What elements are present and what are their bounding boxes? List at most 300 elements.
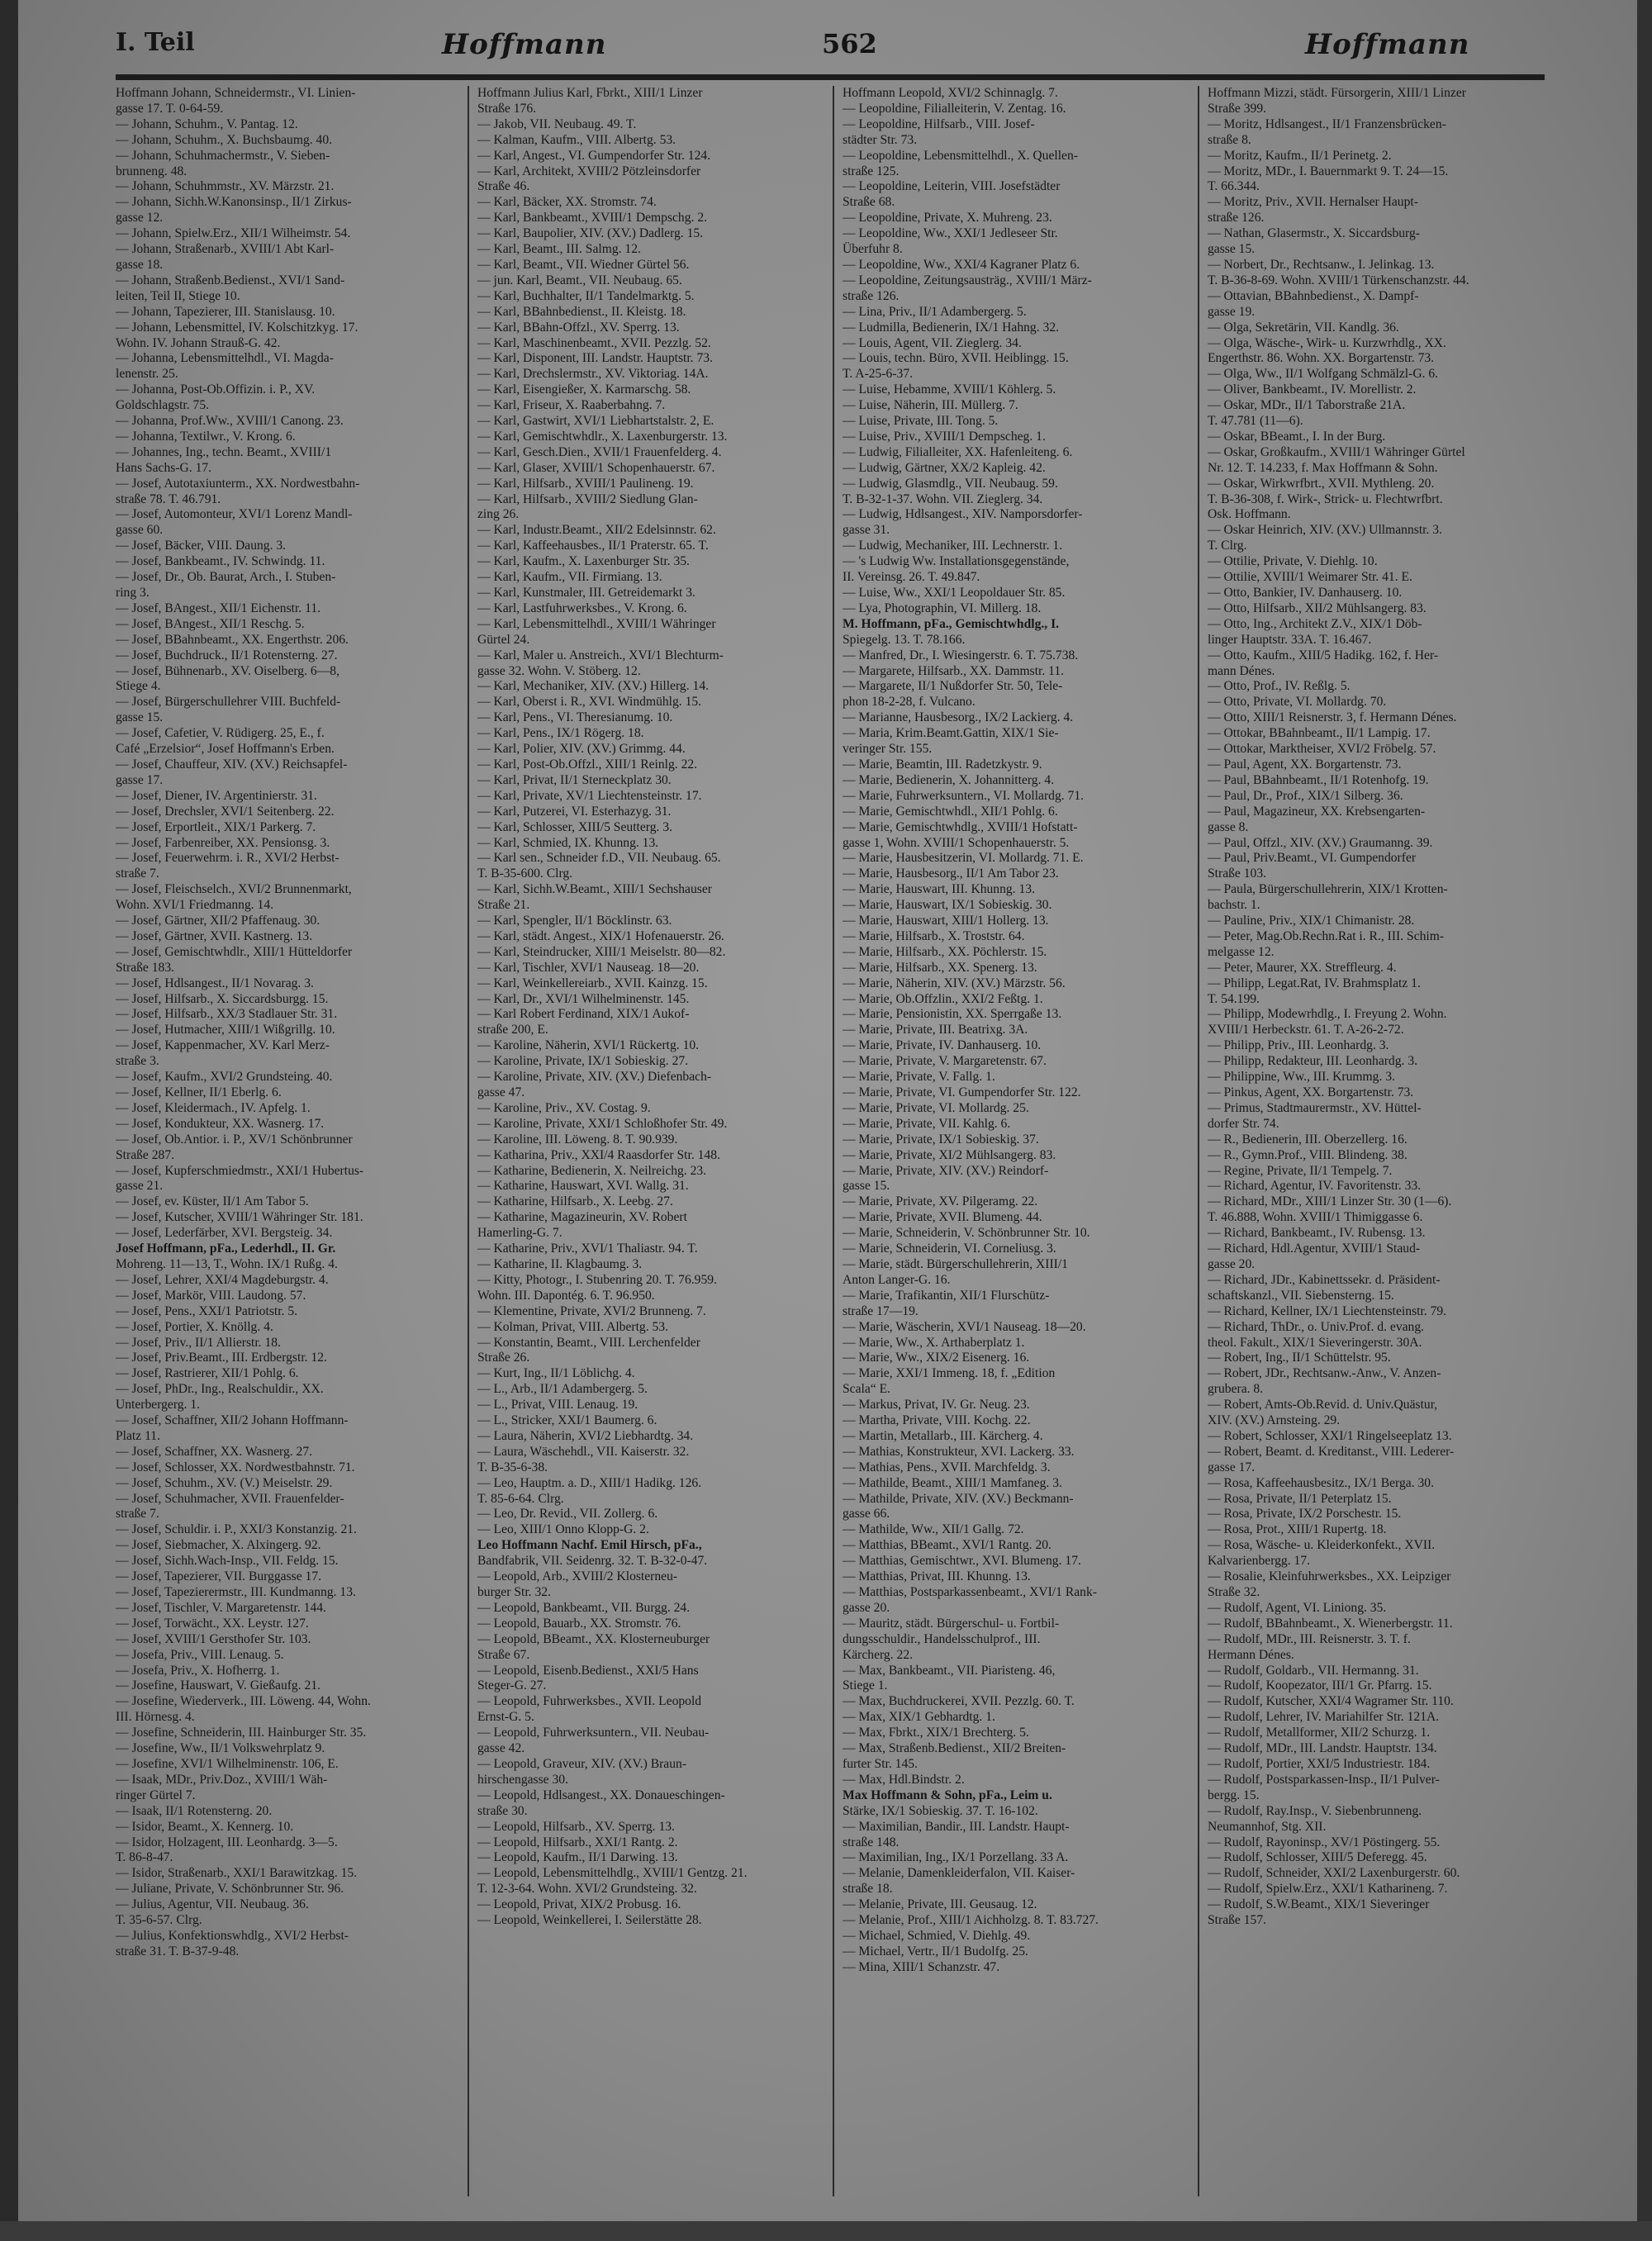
directory-entry-line: — Marie, Trafikantin, XII/1 Flurschütz- <box>843 1288 1050 1303</box>
directory-entry-line: — Johann, Spielw.Erz., XII/1 Wilheimstr. 54. <box>116 226 351 241</box>
directory-entry-line: — Marie, Hausbesorg., II/1 Am Tabor 23. <box>843 866 1059 881</box>
directory-entry-line: — Johannes, Ing., techn. Beamt., XVIII/1 <box>116 444 332 459</box>
directory-entry-line: — Rudolf, Spielw.Erz., XXI/1 Katharineng. 7. <box>1208 1882 1448 1897</box>
directory-entry-line: gasse 17. T. 0-64-59. <box>116 101 224 116</box>
directory-entry-line: — Mathias, Pens., XVII. Marchfeldg. 3. <box>843 1460 1051 1474</box>
directory-entry-line: — Josef, Torwächt., XX. Leystr. 127. <box>116 1616 309 1631</box>
directory-entry-line: — Johann, Schuhm., X. Buchsbaumg. 40. <box>116 132 333 147</box>
directory-entry-line: burger Str. 32. <box>477 1585 551 1599</box>
directory-entry-line: — Karl, Bankbeamt., XVIII/1 Dempschg. 2. <box>477 211 708 226</box>
directory-entry-line: — Louis, techn. Büro, XVII. Heiblingg. 15. <box>843 351 1069 366</box>
directory-entry-line: — Peter, Mag.Ob.Rechn.Rat i. R., III. Schim- <box>1208 928 1445 943</box>
directory-entry-line: — Richard, ThDr., o. Univ.Prof. d. evang. <box>1208 1319 1425 1334</box>
directory-entry-line: — Marie, Hilfsarb., XX. Spenerg. 13. <box>843 960 1037 975</box>
directory-entry-line: T. B-35-600. Clrg. <box>477 866 573 881</box>
directory-entry-line: III. Hörnesg. 4. <box>116 1710 195 1725</box>
directory-entry-line: gasse 15. <box>843 1179 890 1194</box>
directory-entry-line: Anton Langer-G. 16. <box>843 1272 951 1287</box>
directory-entry-line: — Josef, Bühnenarb., XV. Oiselberg. 6—8, <box>116 663 339 678</box>
directory-entry-line: — Leopoldine, Ww., XXI/1 Jedleseer Str. <box>843 226 1058 241</box>
directory-entry-line: T. 54.199. <box>1208 991 1260 1006</box>
directory-entry-line: — Rudolf, Kutscher, XXI/4 Wagramer Str. 110. <box>1208 1694 1454 1709</box>
directory-entry-line: — Josef, Lehrer, XXI/4 Magdeburgstr. 4. <box>116 1272 329 1287</box>
directory-entry-line: — Oskar, BBeamt., I. In der Burg. <box>1208 429 1386 444</box>
directory-entry-line: — Josef, Hilfsarb., X. Siccardsburgg. 15. <box>116 991 329 1006</box>
directory-entry-line: — Philippine, Ww., III. Krummg. 3. <box>1208 1070 1395 1085</box>
directory-entry-line: Straße 68. <box>843 195 895 210</box>
directory-entry-line: — Pauline, Priv., XIX/1 Chimanistr. 28. <box>1208 914 1415 928</box>
directory-entry-line: schaftskanzl., VII. Siebensterng. 15. <box>1208 1288 1394 1303</box>
directory-entry-line: — Moritz, Priv., XVII. Hernalser Haupt- <box>1208 195 1418 210</box>
directory-entry-line: — Maria, Krim.Beamt.Gattin, XIX/1 Sie- <box>843 726 1059 741</box>
directory-entry-line: — Karl, Glaser, XVIII/1 Schopenhauerstr. 67. <box>477 460 715 475</box>
directory-entry-line: dungsschuldir., Handelsschulprof., III. <box>843 1631 1041 1646</box>
directory-entry-line: — Louis, Agent, VII. Zieglerg. 34. <box>843 335 1022 350</box>
directory-entry-line: — Luise, Ww., XXI/1 Leopoldauer Str. 85. <box>843 586 1066 600</box>
directory-entry-line: T. 35-6-57. Clrg. <box>116 1913 202 1928</box>
directory-entry-line: gasse 20. <box>1208 1256 1256 1271</box>
directory-entry-line: — Luise, Hebamme, XVIII/1 Köhlerg. 5. <box>843 382 1056 397</box>
directory-entry-line: — Johanna, Lebensmittelhdl., VI. Magda- <box>116 351 334 366</box>
directory-entry-line: Straße 157. <box>1208 1913 1267 1928</box>
directory-entry-line: — Max, XIX/1 Gebhardtg. 1. <box>843 1710 995 1725</box>
directory-entry-line: — Jakob, VII. Neubaug. 49. T. <box>477 116 637 131</box>
directory-entry-line: gasse 42. <box>477 1741 525 1756</box>
directory-entry-line: straße 200, E. <box>477 1023 548 1037</box>
directory-entry-line: — Marie, Beamtin, III. Radetzkystr. 9. <box>843 757 1042 772</box>
directory-entry-line: — Kurt, Ing., II/1 Löblichg. 4. <box>477 1366 635 1381</box>
directory-entry-line: T. 85-6-64. Clrg. <box>477 1491 564 1506</box>
directory-entry-line: — Rosa, Kaffeehausbesitz., IX/1 Berga. 30. <box>1208 1475 1434 1490</box>
directory-entry-line: — Margarete, II/1 Nußdorfer Str. 50, Tele- <box>843 679 1063 694</box>
directory-entry-line: — Rudolf, MDr., III. Landstr. Hauptstr. 134. <box>1208 1741 1437 1756</box>
directory-entry-line: gasse 20. <box>843 1600 890 1615</box>
directory-entry-line: — Juliane, Private, V. Schönbrunner Str. 96. <box>116 1882 344 1897</box>
directory-entry-line: gasse 66. <box>843 1507 890 1522</box>
directory-entry-line: Straße 26. <box>477 1351 530 1365</box>
directory-entry-line: — Marie, Private, XI/2 Mühlsangerg. 83. <box>843 1147 1056 1162</box>
directory-entry-line: — Leopold, Weinkellerei, I. Seilerstätte 28. <box>477 1913 702 1928</box>
directory-entry-line: — Martha, Private, VIII. Kochg. 22. <box>843 1413 1031 1428</box>
directory-entry-line: — Karoline, Priv., XV. Costag. 9. <box>477 1100 651 1115</box>
directory-entry-line: — Luise, Private, III. Tong. 5. <box>843 414 999 429</box>
directory-entry-line: — Manfred, Dr., I. Wiesingerstr. 6. T. 75.738. <box>843 648 1079 662</box>
directory-entry-line: Leo Hoffmann Nachf. Emil Hirsch, pFa., <box>477 1538 702 1553</box>
directory-entry-line: — Josef, Siebmacher, X. Alxingerg. 92. <box>116 1538 321 1553</box>
directory-entry-line: — Max, Straßenb.Bedienst., XII/2 Breiten- <box>843 1741 1066 1756</box>
directory-entry-line: Stärke, IX/1 Sobieskig. 37. T. 16-102. <box>843 1803 1038 1818</box>
directory-entry-line: — Karl, Maler u. Anstreich., XVI/1 Blechturm- <box>477 648 724 662</box>
directory-entry-line: — L., Stricker, XXI/1 Baumerg. 6. <box>477 1413 657 1428</box>
directory-entry-line: Neumannhof, Stg. XII. <box>1208 1819 1327 1834</box>
directory-entry-line: Bandfabrik, VII. Seidenrg. 32. T. B-32-0-47. <box>477 1554 708 1569</box>
directory-entry-line: — Paul, BBahnbeamt., II/1 Rotenhofg. 19. <box>1208 772 1429 787</box>
directory-entry-line: Straße 103. <box>1208 866 1267 881</box>
directory-entry-line: — Karl, Buchhalter, II/1 Tandelmarktg. 5. <box>477 288 695 303</box>
directory-entry-line: XIV. (XV.) Arnsteing. 29. <box>1208 1413 1341 1428</box>
directory-entry-line: — Klementine, Private, XVI/2 Brunneng. 7. <box>477 1303 706 1318</box>
directory-entry-line: Wohn. IV. Johann Strauß-G. 42. <box>116 335 281 350</box>
directory-entry-line: gasse 60. <box>116 523 164 538</box>
column-divider <box>468 86 469 2196</box>
directory-entry-line: M. Hoffmann, pFa., Gemischtwhdlg., I. <box>843 616 1060 631</box>
directory-entry-line: — Karl, Oberst i. R., XVI. Windmühlg. 15. <box>477 695 702 710</box>
directory-entry-line: — Karl, Polier, XIV. (XV.) Grimmg. 44. <box>477 742 686 757</box>
directory-entry-line: — Marie, Wäscherin, XVI/1 Nauseag. 18—20. <box>843 1319 1086 1334</box>
directory-entry-line: — Marie, Hilfsarb., XX. Pöchlerstr. 15. <box>843 944 1047 959</box>
directory-entry-line: straße 31. T. B-37-9-48. <box>116 1944 240 1959</box>
directory-entry-line: — Josef, Priv.Beamt., III. Erdbergstr. 12. <box>116 1351 327 1365</box>
directory-entry-line: — Karl, Kunstmaler, III. Getreidemarkt 3. <box>477 586 695 600</box>
directory-entry-line: — Kolman, Privat, VIII. Albertg. 53. <box>477 1319 668 1334</box>
directory-entry-line: — Ottokar, BBahnbeamt., II/1 Lampig. 17. <box>1208 726 1431 741</box>
directory-entry-line: — Pinkus, Agent, XX. Borgartenstr. 73. <box>1208 1085 1414 1099</box>
directory-entry-line: — Johann, Tapezierer, III. Stanislausg. 10. <box>116 304 335 319</box>
directory-entry-line: T. B-36-8-69. Wohn. XVIII/1 Türkenschanzstr. 44. <box>1208 273 1469 287</box>
directory-entry-line: — Kitty, Photogr., I. Stubenring 20. T. 76.959. <box>477 1272 717 1287</box>
directory-entry-line: — Marie, Hauswart, IX/1 Sobieskig. 30. <box>843 898 1052 913</box>
directory-entry-line: — Leopold, Hilfsarb., XV. Sperrg. 13. <box>477 1819 675 1834</box>
directory-entry-line: T. B-36-308, f. Wirk-, Strick- u. Flechtwrfbrt. <box>1208 491 1443 506</box>
directory-entry-line: — Marie, Ob.Offzlin., XXI/2 Feßtg. 1. <box>843 991 1043 1006</box>
directory-entry-line: — Leopold, Privat, XIX/2 Probusg. 16. <box>477 1897 681 1912</box>
directory-entry-line: — Marie, Bedienerin, X. Johannitterg. 4. <box>843 772 1055 787</box>
directory-entry-line: — Luise, Näherin, III. Müllerg. 7. <box>843 398 1018 413</box>
directory-entry-line: — Josef, Kondukteur, XX. Wasnerg. 17. <box>116 1116 325 1131</box>
directory-entry-line: — Josef, Bäcker, VIII. Daung. 3. <box>116 539 287 553</box>
directory-entry-line: — Ludwig, Hdlsangest., XIV. Namporsdorfer- <box>843 507 1083 522</box>
directory-entry-line: — Olga, Sekretärin, VII. Kandlg. 36. <box>1208 320 1399 335</box>
directory-entry-line: — Marie, Private, V. Margaretenstr. 67. <box>843 1054 1047 1069</box>
directory-entry-line: Hoffmann Mizzi, städt. Fürsorgerin, XIII/1 Linzer <box>1208 86 1466 100</box>
running-head-right: Hoffmann <box>1305 28 1470 61</box>
directory-entry-line: — Julius, Agentur, VII. Neubaug. 36. <box>116 1897 309 1912</box>
directory-entry-line: — Josef, Schuldir. i. P., XXI/3 Konstanzig. 21. <box>116 1522 357 1537</box>
directory-entry-line: — Rosa, Private, II/1 Peterplatz 15. <box>1208 1491 1392 1506</box>
directory-entry-line: — jun. Karl, Beamt., VII. Neubaug. 65. <box>477 273 682 287</box>
directory-entry-line: — Josef, Bankbeamt., IV. Schwindg. 11. <box>116 554 325 569</box>
directory-entry-line: — Josef, Dr., Ob. Baurat, Arch., I. Stuben- <box>116 570 336 585</box>
directory-entry-line: städter Str. 73. <box>843 132 918 147</box>
directory-entry-line: — Paul, Agent, XX. Borgartenstr. 73. <box>1208 757 1402 772</box>
directory-entry-line: — Josef, Drechsler, XVI/1 Seitenberg. 22. <box>116 804 335 819</box>
directory-entry-line: — Rosa, Private, IX/2 Porschestr. 15. <box>1208 1507 1402 1522</box>
directory-entry-line: — Laura, Näherin, XVI/2 Liebhardtg. 34. <box>477 1428 694 1443</box>
directory-entry-line: — Moritz, Hdlsangest., II/1 Franzensbrücken- <box>1208 116 1446 131</box>
directory-entry-line: Straße 183. <box>116 960 175 975</box>
directory-entry-line: — Mathilde, Ww., XII/1 Gallg. 72. <box>843 1522 1024 1537</box>
directory-entry-line: — Josefine, Ww., II/1 Volkswehrplatz 9. <box>116 1741 325 1756</box>
directory-entry-line: — Karl, Schlosser, XIII/5 Seutterg. 3. <box>477 819 672 834</box>
directory-entry-line: — Josefine, Schneiderin, III. Hainburger Str. 35. <box>116 1726 367 1740</box>
directory-entry-line: Straße 67. <box>477 1647 530 1662</box>
directory-entry-line: — Karl, Drechslermstr., XV. Viktoriag. 14A. <box>477 367 709 382</box>
directory-entry-line: — Rudolf, Rayoninsp., XV/1 Pöstingerg. 55. <box>1208 1835 1441 1849</box>
directory-entry-line: straße 126. <box>1208 211 1265 226</box>
directory-entry-line: straße 3. <box>116 1054 159 1069</box>
directory-entry-line: bergg. 15. <box>1208 1788 1260 1802</box>
directory-entry-line: — Isaak, MDr., Priv.Doz., XVIII/1 Wäh- <box>116 1772 328 1787</box>
directory-entry-line: Ernst-G. 5. <box>477 1710 534 1725</box>
directory-entry-line: — Karl, Beamt., III. Salmg. 12. <box>477 242 641 257</box>
directory-entry-line: — Otto, Prof., IV. Reßlg. 5. <box>1208 679 1351 694</box>
directory-entry-line: — Philipp, Legat.Rat, IV. Brahmsplatz 1. <box>1208 976 1421 990</box>
running-head-left: Hoffmann <box>442 28 607 61</box>
directory-entry-line: — Leopold, Bauarb., XX. Stromstr. 76. <box>477 1616 681 1631</box>
directory-entry-line: — Rudolf, Postsparkassen-Insp., II/1 Pulver- <box>1208 1772 1440 1787</box>
directory-entry-line: — Karl, städt. Angest., XIX/1 Hofenauerstr. 26. <box>477 928 724 943</box>
directory-entry-line: — Melanie, Prof., XIII/1 Aichholzg. 8. T. 83.727. <box>843 1913 1099 1928</box>
directory-entry-line: — Leopold, Eisenb.Bedienst., XXI/5 Hans <box>477 1663 699 1678</box>
directory-entry-line: — Laura, Wäschehdl., VII. Kaiserstr. 32. <box>477 1444 690 1459</box>
directory-entry-line: — Max, Fbrkt., XIX/1 Brechterg. 5. <box>843 1726 1029 1740</box>
directory-entry-line: — Otto, Bankier, IV. Danhauserg. 10. <box>1208 586 1403 600</box>
directory-entry-line: gasse 12. <box>116 211 164 226</box>
directory-entry-line: Max Hoffmann & Sohn, pFa., Leim u. <box>843 1788 1052 1802</box>
directory-entry-line: — Leopold, Hdlsangest., XX. Donaueschingen- <box>477 1788 725 1802</box>
directory-entry-line: — Philipp, Priv., III. Leonhardg. 3. <box>1208 1038 1389 1053</box>
directory-entry-line: — Josef, Schuhmacher, XVII. Frauenfelder- <box>116 1491 344 1506</box>
directory-entry-line: — Otto, Kaufm., XIII/5 Hadikg. 162, f. Her- <box>1208 648 1439 662</box>
directory-entry-line: Nr. 12. T. 14.233, f. Max Hoffmann & Sohn. <box>1208 460 1438 475</box>
directory-entry-line: — Josefine, XVI/1 Wilhelminenstr. 106, E. <box>116 1756 339 1771</box>
directory-entry-line: linger Hauptstr. 33A. T. 16.467. <box>1208 632 1372 647</box>
directory-entry-line: — Josef, Tapezierermstr., III. Kundmanng. 13. <box>116 1585 356 1599</box>
directory-entry-line: — Marie, Ww., X. Arthaberplatz 1. <box>843 1335 1025 1350</box>
directory-entry-line: — Regine, Private, II/1 Tempelg. 7. <box>1208 1163 1393 1178</box>
directory-entry-line: — Rudolf, Lehrer, IV. Mariahilfer Str. 121A. <box>1208 1710 1440 1725</box>
directory-entry-line: — Marie, Gemischtwhdlg., XVIII/1 Hofstatt- <box>843 819 1078 834</box>
directory-entry-line: — Rosa, Wäsche- u. Kleiderkonfekt., XVII. <box>1208 1538 1436 1553</box>
directory-entry-line: — Karl, Weinkellereiarb., XVII. Kainzg. 15. <box>477 976 708 990</box>
directory-entry-line: — Johanna, Prof.Ww., XVIII/1 Canong. 23. <box>116 414 344 429</box>
directory-entry-line: — Josef, Diener, IV. Argentinierstr. 31. <box>116 788 317 803</box>
directory-entry-line: — Josef, Gärtner, XII/2 Pfaffenaug. 30. <box>116 914 320 928</box>
directory-entry-line: — Olga, Wäsche-, Wirk- u. Kurzwrhdlg., XX. <box>1208 335 1446 350</box>
directory-entry-line: — Josef, Kleidermach., IV. Apfelg. 1. <box>116 1100 311 1115</box>
directory-entry-line: II. Vereinsg. 26. T. 49.847. <box>843 570 980 585</box>
directory-entry-line: Überfuhr 8. <box>843 242 903 257</box>
directory-entry-line: — Oskar, Wirkwrfbrt., XVII. Mythleng. 20. <box>1208 476 1435 491</box>
directory-entry-line: straße 78. T. 46.791. <box>116 491 221 506</box>
directory-entry-line: — Karl, Kaffeehausbes., II/1 Praterstr. 65. T. <box>477 539 709 553</box>
directory-entry-line: — Matthias, BBeamt., XVI/1 Rantg. 20. <box>843 1538 1051 1553</box>
directory-entry-line: — Karl, Kaufm., VII. Firmiang. 13. <box>477 570 662 585</box>
directory-entry-line: Stiege 1. <box>843 1678 888 1693</box>
directory-entry-line: — Leo, XIII/1 Onno Klopp-G. 2. <box>477 1522 649 1537</box>
directory-entry-line: brunneng. 48. <box>116 164 188 178</box>
column-4 <box>1208 86 1553 2196</box>
directory-entry-line: — Otto, XIII/1 Reisnerstr. 3, f. Hermann Dénes. <box>1208 710 1457 725</box>
directory-entry-line: — Robert, Schlosser, XXI/1 Ringelseeplatz 13. <box>1208 1428 1452 1443</box>
directory-entry-line: — Josef, Automonteur, XVI/1 Lorenz Mandl- <box>116 507 353 522</box>
directory-entry-line: — Josef, Autotaxiunterm., XX. Nordwestbahn- <box>116 476 360 491</box>
directory-entry-line: gasse 18. <box>116 257 164 272</box>
directory-entry-line: — Marie, Schneiderin, VI. Corneliusg. 3. <box>843 1242 1056 1256</box>
directory-entry-line: Spiegelg. 13. T. 78.166. <box>843 632 966 647</box>
directory-entry-line: — Karl sen., Schneider f.D., VII. Neubaug. 65. <box>477 851 721 866</box>
directory-entry-line: — Michael, Schmied, V. Diehlg. 49. <box>843 1928 1031 1943</box>
directory-entry-line: — Peter, Maurer, XX. Streffleurg. 4. <box>1208 960 1397 975</box>
directory-entry-line: — Josef, Tischler, V. Margaretenstr. 144. <box>116 1600 326 1615</box>
directory-entry-line: Kärcherg. 22. <box>843 1647 914 1662</box>
directory-entry-line: straße 18. <box>843 1882 893 1897</box>
directory-entry-line: — Josef, Cafetier, V. Rüdigerg. 25, E., f. <box>116 726 325 741</box>
directory-entry-line: — Richard, Agentur, IV. Favoritenstr. 33. <box>1208 1179 1422 1194</box>
directory-entry-line: — Karl, Post-Ob.Offzl., XIII/1 Reinlg. 22. <box>477 757 698 772</box>
directory-entry-line: — Robert, Ing., II/1 Schüttelstr. 95. <box>1208 1351 1391 1365</box>
directory-entry-line: — Rudolf, MDr., III. Reisnerstr. 3. T. f. <box>1208 1631 1411 1646</box>
directory-entry-line: — Rudolf, Metallformer, XII/2 Schurzg. 1. <box>1208 1726 1431 1740</box>
directory-entry-line: — Rudolf, Portier, XXI/5 Industriestr. 184. <box>1208 1756 1431 1771</box>
directory-entry-line: — Karl, Friseur, X. Raaberbahng. 7. <box>477 398 666 413</box>
directory-entry-line: T. 12-3-64. Wohn. XVI/2 Grundsteing. 32. <box>477 1882 697 1897</box>
directory-entry-line: — Johann, Schuhmmstr., XV. Märzstr. 21. <box>116 179 335 194</box>
directory-entry-line: — Rudolf, S.W.Beamt., XIX/1 Sieveringer <box>1208 1897 1430 1912</box>
directory-entry-line: gasse 15. <box>1208 242 1256 257</box>
directory-entry-line: T. A-25-6-37. <box>843 367 914 382</box>
directory-entry-line: — Josef, Schlosser, XX. Nordwestbahnstr. 71. <box>116 1460 355 1474</box>
directory-entry-line: — Karl, Mechaniker, XIV. (XV.) Hillerg. 14. <box>477 679 710 694</box>
header-rule <box>116 74 1545 80</box>
directory-entry-line: mann Dénes. <box>1208 663 1275 678</box>
directory-entry-line: — Marie, Hauswart, III. Khunng. 13. <box>843 882 1035 897</box>
directory-entry-line: — Katharina, Priv., XXI/4 Raasdorfer Str. 148. <box>477 1147 720 1162</box>
directory-entry-line: — Marie, Private, XIV. (XV.) Reindorf- <box>843 1163 1049 1178</box>
directory-entry-line: straße 7. <box>116 866 159 881</box>
directory-entry-line: gasse 31. <box>843 523 890 538</box>
directory-entry-line: furter Str. 145. <box>843 1756 918 1771</box>
directory-entry-line: — Leopold, BBeamt., XX. Klosterneuburger <box>477 1631 710 1646</box>
directory-entry-line: — Josefine, Hauswart, V. Gießaufg. 21. <box>116 1678 321 1693</box>
directory-entry-line: — Josef, Schuhm., XV. (V.) Meiselstr. 29. <box>116 1475 333 1490</box>
directory-entry-line: — Paul, Dr., Prof., XIX/1 Silberg. 36. <box>1208 788 1403 803</box>
scan-bottom-edge <box>0 2221 1652 2241</box>
directory-entry-line: — Marie, Hausbesitzerin, VI. Mollardg. 71. E. <box>843 851 1084 866</box>
column-3 <box>843 86 1188 2196</box>
directory-entry-line: — Otto, Hilfsarb., XII/2 Mühlsangerg. 83. <box>1208 601 1427 615</box>
directory-entry-line: — Marie, Private, VI. Mollardg. 25. <box>843 1100 1029 1115</box>
directory-entry-line: — Marie, städt. Bürgerschullehrerin, XIII/1 <box>843 1256 1068 1271</box>
directory-entry-line: — Oskar Heinrich, XIV. (XV.) Ullmannstr. 3. <box>1208 523 1442 538</box>
directory-entry-line: — Paul, Magazineur, XX. Krebsengarten- <box>1208 804 1426 819</box>
directory-entry-line: — Karl, Private, XV/1 Liechtensteinstr. 17. <box>477 788 702 803</box>
directory-entry-line: — Josef, Buchdruck., II/1 Rotensterng. 27. <box>116 648 338 662</box>
directory-entry-line: — Oliver, Bankbeamt., IV. Morellistr. 2. <box>1208 382 1417 397</box>
directory-entry-line: Straße 32. <box>1208 1585 1260 1599</box>
directory-entry-line: Hans Sachs-G. 17. <box>116 460 212 475</box>
directory-entry-line: — Karl, Baupolier, XIV. (XV.) Dadlerg. 15. <box>477 226 704 241</box>
directory-entry-line: T. 66.344. <box>1208 179 1260 194</box>
directory-entry-line: hirschengasse 30. <box>477 1772 568 1787</box>
directory-entry-line: — Josef, BAngest., XII/1 Reschg. 5. <box>116 616 305 631</box>
directory-entry-line: — Karl, Industr.Beamt., XII/2 Edelsinnstr. 62. <box>477 523 716 538</box>
directory-entry-line: — Margarete, Hilfsarb., XX. Dammstr. 11. <box>843 663 1065 678</box>
directory-entry-line: — Rudolf, Agent, VI. Liniong. 35. <box>1208 1600 1387 1615</box>
directory-entry-line: — Ottilie, Private, V. Diehlg. 10. <box>1208 554 1378 569</box>
directory-entry-line: — Matthias, Postsparkassenbeamt., XVI/1 Rank- <box>843 1585 1097 1599</box>
directory-entry-line: — Marie, Private, XVII. Blumeng. 44. <box>843 1210 1042 1225</box>
directory-entry-line: — Ottokar, Marktheiser, XVI/2 Fröbelg. 57. <box>1208 742 1436 757</box>
directory-entry-line: — Leopold, Fuhrwerksuntern., VII. Neubau- <box>477 1726 710 1740</box>
directory-entry-line: — Josef, Lederfärber, XVI. Bergsteig. 34. <box>116 1226 333 1241</box>
directory-entry-line: Hamerling-G. 7. <box>477 1226 563 1241</box>
directory-entry-line: ring 3. <box>116 586 150 600</box>
directory-entry-line: — Marie, Private, IX/1 Sobieskig. 37. <box>843 1132 1039 1147</box>
directory-entry-line: — Richard, Kellner, IX/1 Liechtensteinstr. 79. <box>1208 1303 1447 1318</box>
directory-entry-line: — Josef, PhDr., Ing., Realschuldir., XX. <box>116 1382 324 1397</box>
directory-entry-line: — Leopold, Lebensmittelhdlg., XVIII/1 Gentzg. 21. <box>477 1866 748 1881</box>
directory-entry-line: — Mina, XIII/1 Schanzstr. 47. <box>843 1959 1000 1974</box>
directory-entry-line: straße 125. <box>843 164 900 178</box>
directory-entry-line: — Josef, Tapezierer, VII. Burggasse 17. <box>116 1569 322 1584</box>
directory-entry-line: — Josef, Schaffner, XX. Wasnerg. 27. <box>116 1444 313 1459</box>
directory-entry-line: — Josef, Hutmacher, XIII/1 Wißgrillg. 10. <box>116 1023 335 1037</box>
directory-entry-line: gasse 17. <box>116 772 164 787</box>
directory-entry-line: straße 30. <box>477 1803 528 1818</box>
directory-entry-line: — Marie, Ww., XIX/2 Eisenerg. 16. <box>843 1351 1030 1365</box>
directory-entry-line: — Johanna, Post-Ob.Offizin. i. P., XV. <box>116 382 316 397</box>
directory-entry-line: gasse 1, Wohn. XVIII/1 Schopenhauerstr. 5. <box>843 835 1070 850</box>
directory-entry-line: — Michael, Vertr., II/1 Budolfg. 25. <box>843 1944 1028 1959</box>
directory-entry-line: Wohn. XVI/1 Friedmanng. 14. <box>116 898 274 913</box>
directory-entry-line: — Marie, Gemischtwhdl., XII/1 Pohlg. 6. <box>843 804 1058 819</box>
directory-entry-line: — Ludwig, Gärtner, XX/2 Kapleig. 42. <box>843 460 1046 475</box>
directory-entry-line: — Leopold, Fuhrwerksbes., XVII. Leopold <box>477 1694 702 1709</box>
directory-entry-line: Josef Hoffmann, pFa., Lederhdl., II. Gr. <box>116 1242 336 1256</box>
directory-entry-line: — Max, Bankbeamt., VII. Piaristeng. 46, <box>843 1663 1056 1678</box>
directory-entry-line: — Marie, Private, VI. Gumpendorfer Str. 122. <box>843 1085 1081 1099</box>
directory-entry-line: Steger-G. 27. <box>477 1678 547 1693</box>
directory-entry-line: bachstr. 1. <box>1208 898 1260 913</box>
directory-entry-line: — Marie, Private, III. Beatrixg. 3A. <box>843 1023 1028 1037</box>
directory-entry-line: — Norbert, Dr., Rechtsanw., I. Jelinkag. 13. <box>1208 257 1435 272</box>
directory-entry-line: — Paul, Priv.Beamt., VI. Gumpendorfer <box>1208 851 1417 866</box>
directory-entry-line: — Karl, Eisengießer, X. Karmarschg. 58. <box>477 382 691 397</box>
directory-entry-line: — Marie, Private, VII. Kahlg. 6. <box>843 1116 1011 1131</box>
directory-entry-line: veringer Str. 155. <box>843 742 933 757</box>
directory-entry-line: — Markus, Privat, IV. Gr. Neug. 23. <box>843 1398 1030 1412</box>
directory-entry-line: — L., Arb., II/1 Adambergerg. 5. <box>477 1382 648 1397</box>
directory-entry-line: — Josef, Kellner, II/1 Eberlg. 6. <box>116 1085 282 1099</box>
directory-entry-line: Hoffmann Julius Karl, Fbrkt., XIII/1 Linzer <box>477 86 703 100</box>
directory-entry-line: — Josef, Kutscher, XVIII/1 Währinger Str. 181. <box>116 1210 363 1225</box>
directory-entry-line: — Josefine, Wiederverk., III. Löweng. 44, Wohn. <box>116 1694 371 1709</box>
directory-entry-line: — Rosa, Prot., XIII/1 Rupertg. 18. <box>1208 1522 1387 1537</box>
page-number: 562 <box>822 28 877 59</box>
directory-entry-line: — Marie, Private, IV. Danhauserg. 10. <box>843 1038 1042 1053</box>
directory-entry-line: — Robert, Beamt. d. Kreditanst., VIII. Lederer- <box>1208 1444 1455 1459</box>
column-divider <box>833 86 834 2196</box>
directory-entry-line: — Josef, Kaufm., XVI/2 Grundsteing. 40. <box>116 1070 333 1085</box>
directory-entry-line: — Ottavian, BBahnbedienst., X. Dampf- <box>1208 288 1419 303</box>
directory-entry-line: — Lya, Photographin, VI. Millerg. 18. <box>843 601 1042 615</box>
directory-entry-line: — Martin, Metallarb., III. Kärcherg. 4. <box>843 1428 1043 1443</box>
directory-entry-line: straße 8. <box>1208 132 1251 147</box>
directory-entry-line: — Moritz, Kaufm., II/1 Perinetg. 2. <box>1208 148 1392 163</box>
directory-entry-line: — Josef, Fleischselch., XVI/2 Brunnenmarkt, <box>116 882 352 897</box>
directory-entry-line: — Leo, Dr. Revid., VII. Zollerg. 6. <box>477 1507 658 1522</box>
directory-entry-line: — Karl, Spengler, II/1 Böcklinstr. 63. <box>477 914 672 928</box>
directory-entry-line: — Otto, Private, VI. Mollardg. 70. <box>1208 695 1387 710</box>
directory-entry-line: — Isidor, Holzagent, III. Leonhardg. 3—5. <box>116 1835 338 1849</box>
directory-entry-line: — Karl, Pens., IX/1 Rögerg. 18. <box>477 726 644 741</box>
directory-entry-line: — Josef, Kupferschmiedmstr., XXI/1 Hubertus- <box>116 1163 364 1178</box>
directory-entry-line: — Max, Buchdruckerei, XVII. Pezzlg. 60. T. <box>843 1694 1075 1709</box>
directory-entry-line: — Rudolf, Goldarb., VII. Hermanng. 31. <box>1208 1663 1419 1678</box>
directory-entry-line: — Karl, Architekt, XVIII/2 Pötzleinsdorfer <box>477 164 701 178</box>
directory-entry-line: — Matthias, Privat, III. Khunng. 13. <box>843 1569 1031 1584</box>
